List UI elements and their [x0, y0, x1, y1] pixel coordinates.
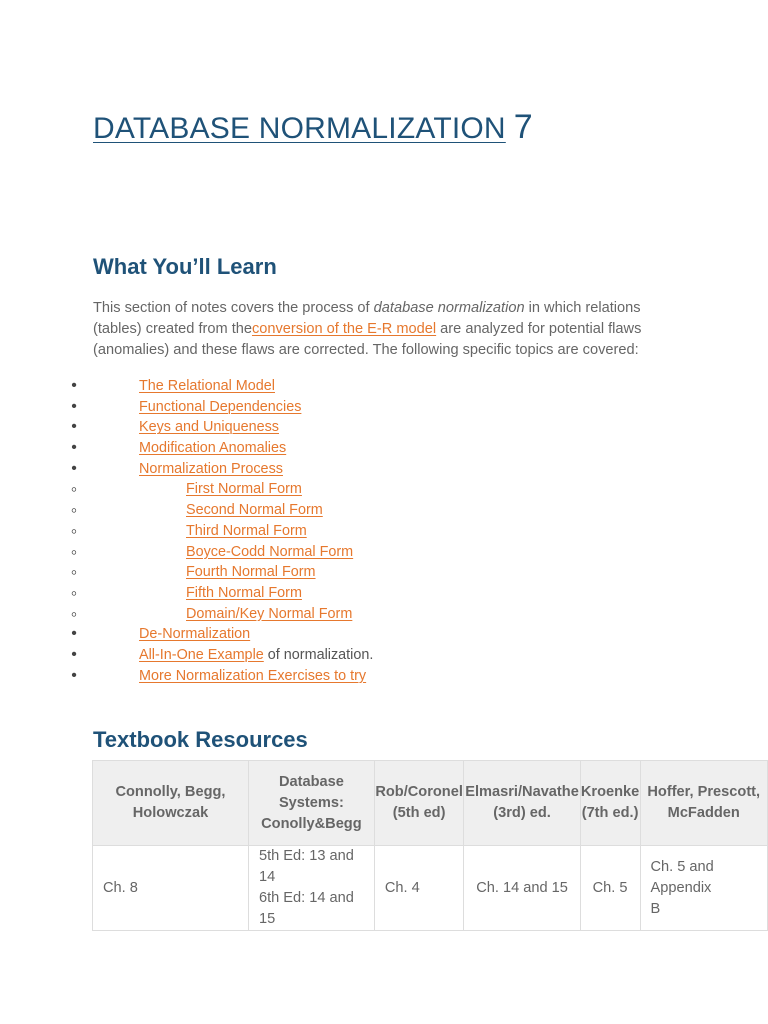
topic-link[interactable]: Fourth Normal Form: [186, 564, 316, 581]
topic-link[interactable]: First Normal Form: [186, 481, 302, 498]
circle-bullet-icon: [69, 521, 79, 544]
topic-link[interactable]: Normalization Process: [139, 460, 283, 477]
header-line: (5th ed): [392, 805, 446, 821]
circle-bullet-icon: [69, 542, 79, 565]
list-item-text: [186, 604, 352, 625]
topic-link[interactable]: Fifth Normal Form: [186, 584, 302, 601]
intro-paragraph: [93, 298, 668, 361]
cell-line: Ch. 4: [384, 879, 420, 896]
page-title: [93, 108, 533, 147]
table-header-cell: [248, 761, 374, 846]
list-item-text: [139, 438, 286, 459]
cell-line: Ch. 5 and Appendix: [650, 858, 714, 896]
section-heading-learn: What You’ll Learn: [93, 254, 277, 279]
header-line: McFadden: [667, 805, 740, 821]
list-item-text: [186, 562, 316, 583]
cell-line: 5th Ed: 13 and 14: [258, 848, 354, 885]
table-cell: [464, 846, 580, 931]
list-item-text: [139, 645, 373, 666]
er-conversion-link[interactable]: conversion of the E-R model: [251, 321, 437, 337]
table-header-cell: [464, 761, 580, 846]
cell-line: Ch. 8: [103, 879, 138, 896]
header-line: Rob/Coronel: [375, 784, 463, 800]
table-cell: [93, 846, 249, 931]
intro-text-middle: in which relations (tables) created from the: [93, 300, 641, 337]
section-heading-resources: Textbook Resources: [93, 727, 308, 752]
table-header-cell: [640, 761, 768, 846]
disc-bullet-icon: [69, 645, 79, 666]
table-row: [93, 846, 768, 931]
cell-line: B: [650, 900, 661, 917]
disc-bullet-icon: [69, 459, 79, 480]
table-cell: [374, 846, 464, 931]
header-line: Kroenke: [580, 784, 640, 800]
table-header-cell: [580, 761, 640, 846]
circle-bullet-icon: [69, 562, 79, 585]
table-cell: [248, 846, 374, 931]
circle-bullet-icon: [69, 583, 79, 606]
circle-bullet-icon: [69, 479, 79, 502]
list-item-text: [186, 479, 302, 500]
disc-bullet-icon: [69, 624, 79, 645]
textbook-table: [92, 760, 768, 931]
header-line: Connolly, Begg,: [115, 784, 226, 800]
header-line: Elmasri/Navathe: [465, 784, 579, 800]
list-item-text: [186, 521, 307, 542]
disc-bullet-icon: [69, 417, 79, 438]
topic-link[interactable]: More Normalization Exercises to try: [139, 667, 367, 684]
list-item-text: [186, 583, 302, 604]
topic-link[interactable]: Domain/Key Normal Form: [186, 605, 353, 622]
page-title-number: 7: [513, 108, 533, 146]
intro-text-end: are analyzed for potential flaws (anomalies) and these flaws are corrected. The following specific topics are covered:: [93, 321, 642, 358]
cell-line: 6th Ed: 14 and 15: [258, 890, 354, 927]
header-line: Database: [278, 773, 344, 790]
cell-line: Ch. 5: [592, 879, 628, 896]
page-title-link[interactable]: DATABASE NORMALIZATION: [93, 112, 506, 145]
list-item-text: [186, 500, 323, 521]
table-cell: [580, 846, 640, 931]
disc-bullet-icon: [69, 376, 79, 397]
list-item-text: [186, 542, 353, 563]
topic-link[interactable]: Boyce-Codd Normal Form: [186, 543, 354, 560]
table-header-cell: [374, 761, 464, 846]
intro-emphasis: database normalization: [373, 300, 525, 316]
circle-bullet-icon: [69, 500, 79, 523]
table-header-cell: [93, 761, 249, 846]
list-item-text: [139, 397, 301, 418]
header-line: (7th ed.): [581, 805, 639, 821]
topic-link[interactable]: Modification Anomalies: [139, 440, 287, 457]
table-header-row: [93, 761, 768, 846]
header-line: Conolly&Begg: [261, 815, 362, 832]
topic-link[interactable]: Keys and Uniqueness: [139, 419, 279, 436]
list-item-text: [139, 666, 366, 687]
circle-bullet-icon: [69, 604, 79, 627]
list-item-text: [139, 376, 275, 397]
table-cell: [640, 846, 768, 931]
topic-link[interactable]: Second Normal Form: [186, 502, 323, 519]
intro-text-start: This section of notes covers the process of: [93, 300, 374, 316]
cell-line: Ch. 14 and 15: [476, 879, 568, 896]
header-line: (3rd) ed.: [493, 805, 551, 821]
topic-suffix: of normalization.: [263, 646, 374, 663]
disc-bullet-icon: [69, 666, 79, 687]
list-item-text: [139, 417, 279, 438]
disc-bullet-icon: [69, 438, 79, 459]
list-item-text: [139, 459, 283, 480]
topic-link[interactable]: Functional Dependencies: [139, 398, 302, 415]
list-item-text: [139, 624, 250, 645]
header-line: Hoffer, Prescott,: [647, 784, 761, 800]
topic-link[interactable]: All-In-One Example: [139, 646, 264, 663]
disc-bullet-icon: [69, 397, 79, 418]
topic-link[interactable]: The Relational Model: [139, 378, 275, 394]
header-line: Holowczak: [132, 805, 209, 821]
topic-link[interactable]: De-Normalization: [139, 626, 251, 643]
topic-link[interactable]: Third Normal Form: [186, 522, 307, 539]
header-line: Systems:: [278, 794, 344, 811]
